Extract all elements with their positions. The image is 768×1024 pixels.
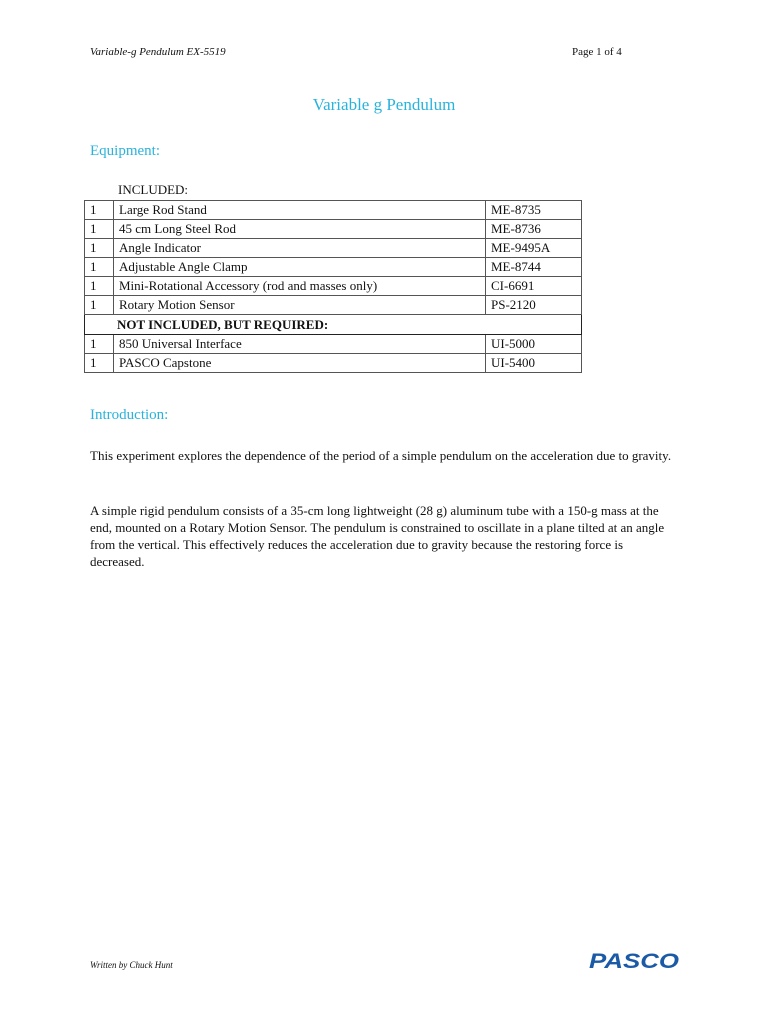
item-cell: Rotary Motion Sensor <box>114 296 486 315</box>
qty-cell: 1 <box>85 220 114 239</box>
table-row <box>85 335 582 354</box>
intro-paragraph-1: This experiment explores the dependence of the period of a simple pendulum on the acceleration due to gravity. <box>90 448 672 463</box>
table-row <box>85 201 582 220</box>
qty-cell: 1 <box>85 258 114 277</box>
code-cell: UI-5000 <box>486 335 582 354</box>
introduction-heading: Introduction: <box>90 407 169 423</box>
qty-cell: 1 <box>85 201 114 220</box>
qty-cell: 1 <box>85 239 114 258</box>
code-cell: ME-8736 <box>486 220 582 239</box>
not-included-subheading-row <box>85 315 582 335</box>
equipment-table <box>84 200 582 373</box>
code-cell: ME-9495A <box>486 239 582 258</box>
code-cell: ME-8735 <box>486 201 582 220</box>
table-row <box>85 239 582 258</box>
page-title: Variable g Pendulum <box>312 95 456 114</box>
qty-cell: 1 <box>85 296 114 315</box>
item-cell: 850 Universal Interface <box>114 335 486 354</box>
table-row <box>85 354 582 373</box>
header-page-number: Page 1 of 4 <box>572 46 622 58</box>
intro-paragraph-2: A simple rigid pendulum consists of a 35-cm long lightweight (28 g) aluminum tube with a 150-g mass at the end, mounted on a Rotary Motion Sensor. The pendulum is constrained to oscillate in a plane tilted at an angle from the vertical. This effectively reduces the acceleration due to gravity because the restoring force is decreased. <box>90 503 665 569</box>
pasco-logo <box>588 949 680 971</box>
code-cell: UI-5400 <box>486 354 582 373</box>
table-row <box>85 258 582 277</box>
qty-cell: 1 <box>85 277 114 296</box>
item-cell: Adjustable Angle Clamp <box>114 258 486 277</box>
code-cell: ME-8744 <box>486 258 582 277</box>
header-document-title: Variable-g Pendulum EX-5519 <box>90 46 226 58</box>
table-row <box>85 296 582 315</box>
item-cell: PASCO Capstone <box>114 354 486 373</box>
included-label: INCLUDED: <box>118 182 189 197</box>
equipment-heading: Equipment: <box>90 143 160 159</box>
code-cell: CI-6691 <box>486 277 582 296</box>
item-cell: Mini-Rotational Accessory (rod and masses only) <box>114 277 486 296</box>
table-row <box>85 220 582 239</box>
qty-cell: 1 <box>85 354 114 373</box>
item-cell: Large Rod Stand <box>114 201 486 220</box>
item-cell: Angle Indicator <box>114 239 486 258</box>
not-included-label: NOT INCLUDED, BUT REQUIRED: <box>85 315 582 335</box>
code-cell: PS-2120 <box>486 296 582 315</box>
footer-author: Written by Chuck Hunt <box>90 960 173 970</box>
pasco-logo-text: PASCO <box>589 950 679 971</box>
qty-cell: 1 <box>85 335 114 354</box>
table-row <box>85 277 582 296</box>
item-cell: 45 cm Long Steel Rod <box>114 220 486 239</box>
